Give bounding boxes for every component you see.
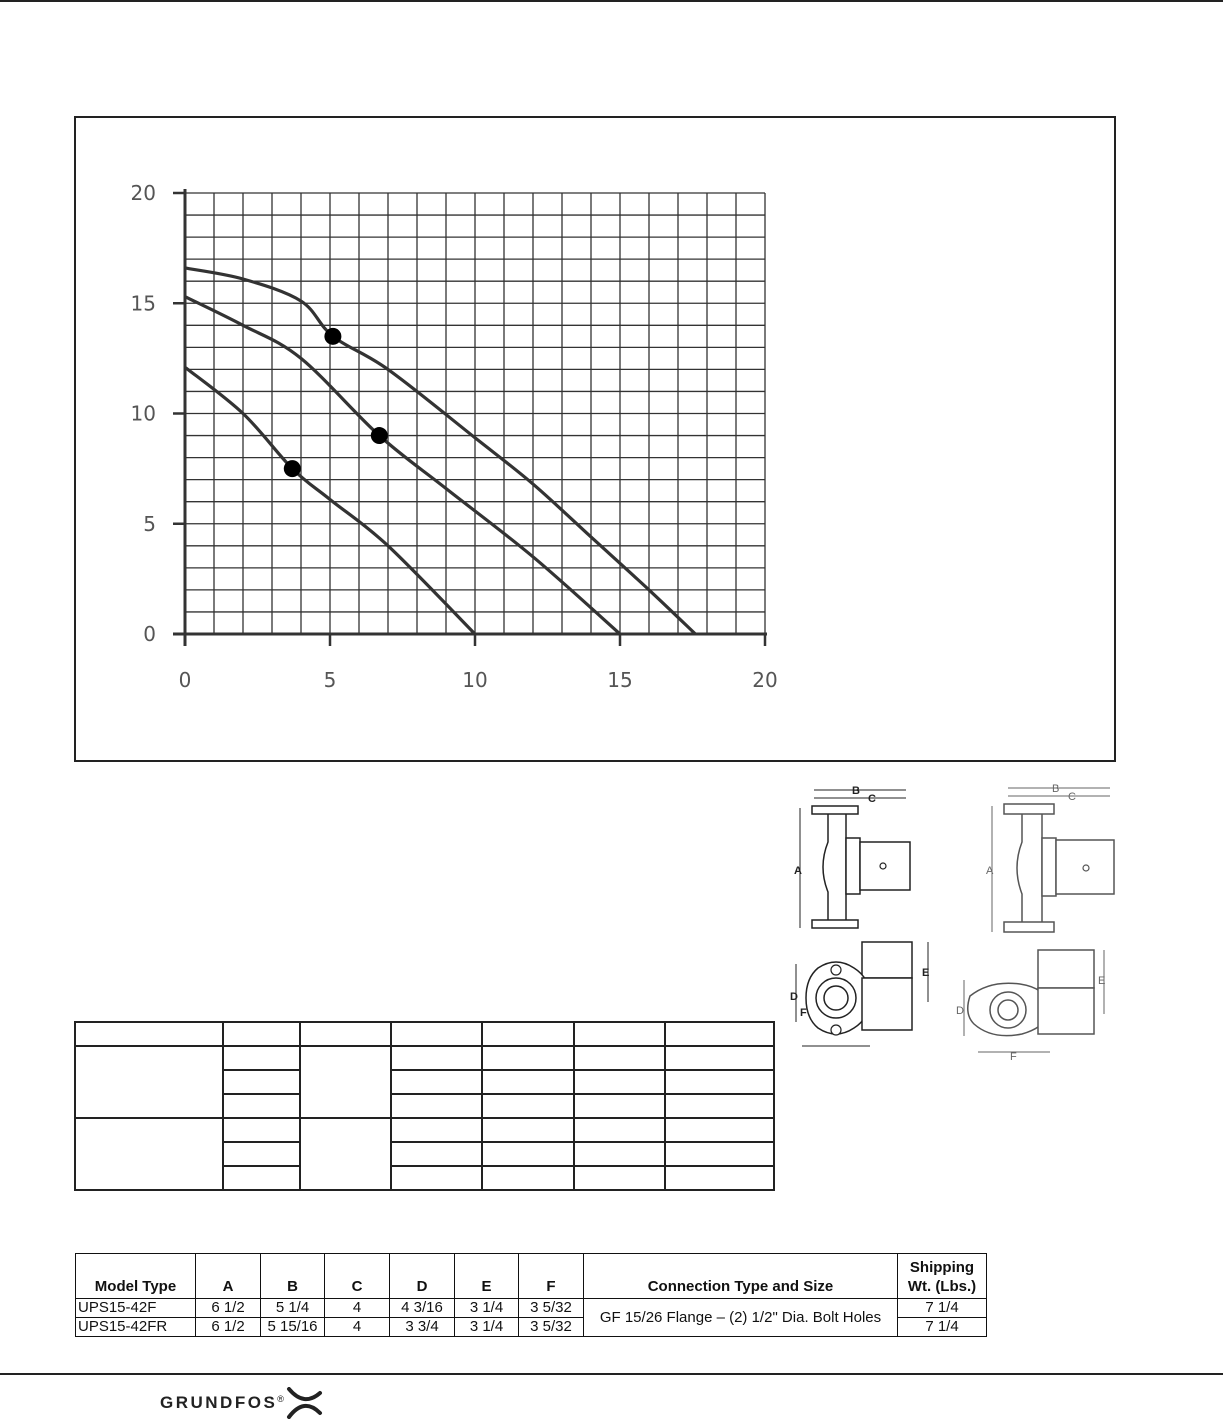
performance-chart xyxy=(76,118,1116,762)
dim-label-c: C xyxy=(868,793,876,805)
grundfos-logo xyxy=(160,1387,324,1419)
cell-d: 3 3/4 xyxy=(390,1318,455,1337)
cell-a: 6 1/2 xyxy=(196,1299,261,1318)
pump-side-drawing-fr xyxy=(982,780,1122,940)
x-tick-label: 5 xyxy=(323,668,337,692)
dim-label-d: D xyxy=(790,991,798,1003)
x-tick-label: 10 xyxy=(462,668,488,692)
table-row xyxy=(75,1022,774,1046)
dim-label-d-2: D xyxy=(956,1005,964,1017)
cell-c: 4 xyxy=(325,1318,390,1337)
y-tick-label: 5 xyxy=(143,511,156,536)
header-b: B xyxy=(261,1254,325,1299)
cell-f: 3 5/32 xyxy=(519,1299,584,1318)
top-rule xyxy=(0,0,1223,2)
header-shipping-weight: Shipping Wt. (Lbs.) xyxy=(898,1254,987,1299)
dim-label-e-2: E xyxy=(1098,975,1106,987)
y-tick-label: 15 xyxy=(130,291,156,316)
table-row xyxy=(75,1046,774,1070)
cell-e: 3 1/4 xyxy=(455,1318,519,1337)
cell-b: 5 1/4 xyxy=(261,1299,325,1318)
dim-label-a-2: A xyxy=(986,865,994,877)
header-model-type: Model Type xyxy=(76,1254,196,1299)
pump-curve-1 xyxy=(185,268,695,634)
table-row xyxy=(76,1299,987,1318)
y-tick-label: 20 xyxy=(130,181,156,205)
grundfos-logo-mark xyxy=(286,1387,324,1419)
table-row xyxy=(75,1118,774,1142)
pump-front-drawing-f xyxy=(788,938,948,1056)
blank-data-table xyxy=(74,1021,775,1191)
cell-c: 4 xyxy=(325,1299,390,1318)
registered-mark: ® xyxy=(277,1394,284,1404)
table-header-row xyxy=(76,1254,987,1299)
header-d: D xyxy=(390,1254,455,1299)
dimension-table xyxy=(75,1253,987,1337)
header-connection: Connection Type and Size xyxy=(584,1254,898,1299)
y-tick-label: 10 xyxy=(130,401,156,426)
bottom-rule xyxy=(0,1373,1223,1375)
header-a: A xyxy=(196,1254,261,1299)
logo-text: GRUNDFOS xyxy=(160,1393,278,1412)
cell-d: 4 3/16 xyxy=(390,1299,455,1318)
dim-label-f-2: F xyxy=(1010,1051,1017,1062)
cell-a: 6 1/2 xyxy=(196,1318,261,1337)
cell-model: UPS15-42FR xyxy=(76,1318,196,1337)
pump-side-drawing-f xyxy=(788,782,928,942)
header-f: F xyxy=(519,1254,584,1299)
dim-label-c-2: C xyxy=(1068,791,1076,803)
cell-b: 5 15/16 xyxy=(261,1318,325,1337)
header-c: C xyxy=(325,1254,390,1299)
x-tick-label: 0 xyxy=(178,668,192,692)
dim-label-f: F xyxy=(800,1007,807,1019)
dim-label-b: B xyxy=(852,785,860,797)
y-tick-label: 0 xyxy=(143,622,156,646)
dim-label-e: E xyxy=(922,967,930,979)
cell-connection: GF 15/26 Flange – (2) 1/2" Dia. Bolt Holes xyxy=(584,1299,898,1337)
dim-label-a: A xyxy=(794,865,802,877)
curve-marker-1 xyxy=(324,328,341,345)
dim-label-b-2: B xyxy=(1052,783,1060,795)
x-tick-label: 20 xyxy=(752,668,778,692)
performance-chart-frame xyxy=(74,116,1116,762)
cell-weight: 7 1/4 xyxy=(898,1318,987,1337)
cell-model: UPS15-42F xyxy=(76,1299,196,1318)
x-tick-label: 15 xyxy=(607,668,633,692)
pump-front-drawing-fr xyxy=(950,944,1110,1062)
curve-marker-3 xyxy=(284,460,301,477)
curve-marker-2 xyxy=(371,427,388,444)
cell-f: 3 5/32 xyxy=(519,1318,584,1337)
cell-e: 3 1/4 xyxy=(455,1299,519,1318)
cell-weight: 7 1/4 xyxy=(898,1299,987,1318)
header-e: E xyxy=(455,1254,519,1299)
